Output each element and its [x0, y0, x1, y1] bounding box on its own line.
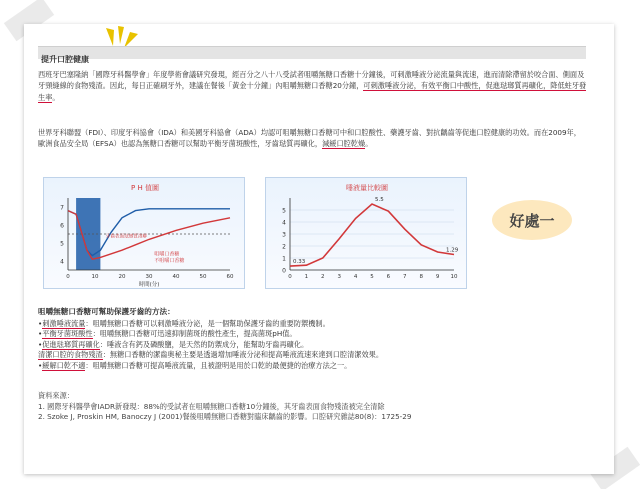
- saliva-y-tick: 3: [282, 231, 286, 239]
- ph-x-tick: 50: [199, 274, 207, 280]
- saliva-x-tick: 1: [304, 274, 309, 280]
- intro-text-2: 。: [52, 92, 60, 102]
- references-section: [38, 391, 588, 423]
- ph-y-tick: 7: [60, 204, 64, 212]
- method-label: 平衡牙菌斑酸性: [42, 329, 93, 339]
- saliva-chart: [265, 177, 467, 289]
- saliva-point-label: 5.5: [375, 197, 384, 203]
- benefit-badge: [492, 200, 572, 240]
- saliva-y-tick: 2: [282, 243, 286, 251]
- references-title: 資料來源：: [38, 391, 74, 400]
- saliva-x-tick: 0: [288, 274, 292, 280]
- saliva-y-tick: 4: [282, 219, 286, 227]
- method-item: [38, 350, 588, 361]
- ph-chart-svg: [44, 178, 246, 290]
- section-title: 提升口腔健康: [41, 55, 89, 64]
- saliva-x-tick: 4: [353, 274, 358, 280]
- org-text-1: 世界牙科聯盟（FDI）、印度牙科協會（IDA）和美國牙科協會（ADA）均認可咀嚼無糖口香糖可中和口腔酸性、: [38, 128, 391, 137]
- saliva-x-tick: 5: [370, 274, 374, 280]
- ph-chart: [43, 177, 245, 289]
- saliva-chart-title: 唾液量比較圖: [346, 184, 388, 192]
- saliva-series-line: [290, 204, 454, 266]
- saliva-y-tick: 5: [282, 207, 286, 215]
- method-label: 清潔口腔的食物殘渣: [38, 350, 103, 360]
- method-item: [38, 361, 588, 372]
- method-text: ：無糖口香糖的潔齒奧秘主要是透過增加唾液分泌和提高唾液流速來達到口腔清潔效果。: [102, 350, 384, 360]
- benefit-badge-text: 好處一: [509, 211, 555, 230]
- ph-legend-not-chewing: 不咀嚼口香糖: [154, 257, 185, 264]
- ph-annotation: 牙齒表面琺瑯質溶解: [105, 234, 148, 240]
- saliva-y-tick: 0: [282, 267, 286, 275]
- ph-x-tick: 10: [91, 274, 99, 280]
- methods-section: [38, 307, 588, 372]
- org-highlight: 減緩口腔乾燥: [322, 139, 366, 149]
- ph-x-label: 時間(分): [138, 282, 160, 288]
- saliva-y-tick: 1: [282, 255, 286, 263]
- saliva-x-tick: 7: [403, 274, 407, 280]
- organizations-paragraph: [38, 127, 588, 150]
- references-list: [38, 402, 588, 423]
- method-bullet: •: [38, 329, 43, 339]
- saliva-chart-svg: [266, 178, 468, 290]
- ph-x-tick: 0: [66, 274, 70, 280]
- method-text: ：咀嚼無糖口香糖可以刺激唾液分泌，是一個幫助保護牙齒的重要防禦機制。: [85, 318, 330, 328]
- method-bullet: •: [38, 339, 43, 349]
- saliva-x-tick: 6: [386, 274, 391, 280]
- saliva-x-tick: 3: [337, 274, 341, 280]
- ph-legend-chewing: 咀嚼口香糖: [154, 251, 180, 258]
- method-bullet: •: [38, 360, 43, 370]
- method-text: ：咀嚼無糖口香糖可迅速抑制菌斑的酸性產生，提高菌斑pH值。: [92, 329, 297, 339]
- reference-item: 2. Szoke J, Proskin HM, Banoczy J (2001)餐後咀嚼無糖口香糖對臨床齲齒的影響。口腔研究雜誌80(8)：1725-29: [38, 412, 412, 422]
- ph-x-tick: 30: [145, 274, 153, 280]
- saliva-x-tick: 8: [419, 274, 423, 280]
- ph-y-tick: 4: [60, 258, 64, 266]
- saliva-point-label: 1.29: [446, 247, 459, 254]
- intro-text-1: 西班牙巴塞隆納「國際牙科醫學會」年度學術會議研究發現，經百分之八十八受試者咀嚼無糖口香糖十分鐘後，可刺激唾液分泌流量與流速，進而清除滯留於咬合面、側面及牙頸縫線的食物殘渣。因此，每日正確刷牙外，建議在餐後「黃金十分鐘」內咀嚼無糖口香糖20分鐘，: [38, 70, 585, 91]
- ph-y-tick: 6: [60, 222, 64, 230]
- ph-chart-title: P H 值圖: [131, 184, 159, 192]
- org-text-2: 藥護牙齒、對抗齲齒等促進口腔健康的功效。而在2009年，歐洲食品安全局（EFSA）也認為無糖口香糖可以幫助平衡牙菌斑酸性，牙齒琺質再礦化，: [38, 128, 581, 149]
- intro-paragraph: [38, 69, 588, 103]
- ph-x-tick: 20: [118, 274, 126, 280]
- ph-y-tick: 5: [60, 240, 64, 248]
- method-bullet: •: [38, 318, 43, 328]
- saliva-point-label: 0.33: [293, 259, 306, 266]
- methods-list: [38, 319, 588, 372]
- section-title-bar: [38, 46, 586, 64]
- saliva-x-tick: 9: [435, 274, 440, 280]
- saliva-x-tick: 2: [321, 274, 325, 280]
- method-label: 刺激唾液流量: [42, 318, 86, 328]
- method-item: [38, 319, 588, 330]
- method-label: 緩解口乾不適: [42, 360, 86, 370]
- org-text-3: 。: [365, 139, 373, 149]
- method-item: [38, 340, 588, 351]
- intro-highlight: 可刺激唾液分泌，有效平衡口中酸性，促進琺瑯質再礦化，降低蛀牙發生率: [38, 81, 587, 102]
- method-text: ：唾液含有鈣及磷酸鹽，是天然的防禦成分，能幫助牙齒再礦化。: [99, 339, 309, 349]
- methods-title: 咀嚼無糖口香糖可幫助保護牙齒的方法：: [38, 307, 175, 316]
- method-label: 促進琺瑯質再礦化: [42, 339, 100, 349]
- ph-x-tick: 40: [172, 274, 180, 280]
- ph-x-tick: 60: [226, 274, 234, 280]
- reference-item: 1. 國際牙科醫學會IADR新發現：88%的受試者在咀嚼無糖口香糖10分鐘後，其牙齒表面食物殘渣被完全清除: [38, 401, 385, 411]
- method-text: ：咀嚼無糖口香糖可提高唾液流量，且被證明是用於口乾的最便捷的治療方法之一。: [85, 360, 352, 370]
- method-item: [38, 329, 588, 340]
- saliva-x-tick: 10: [450, 274, 458, 280]
